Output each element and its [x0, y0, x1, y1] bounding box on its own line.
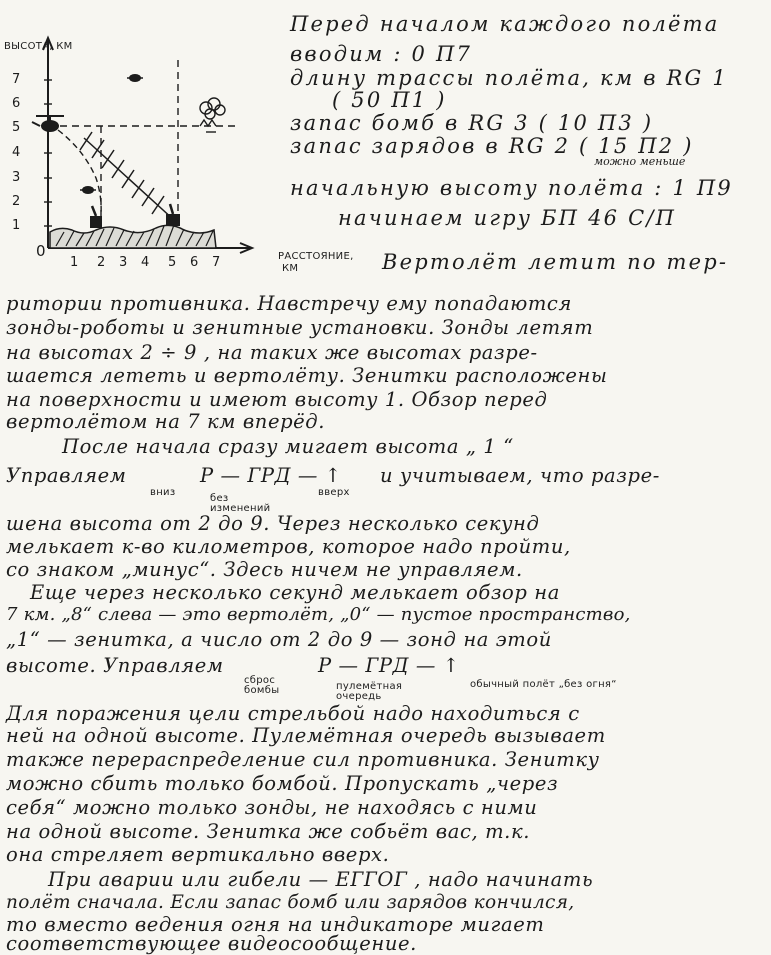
text-line: запас зарядов в RG 2 ( 15 П2 ) [290, 134, 694, 158]
text-line: высоте. Управляем [6, 654, 224, 677]
text-note: без изменений [210, 493, 271, 514]
text-line: начальную высоту полёта : 1 П9 [290, 176, 733, 200]
x-axis-label-unit: КМ [282, 263, 299, 274]
text-line: ней на одной высоте. Пулемётная очередь вызывает [6, 724, 606, 747]
origin-label: 0 [36, 242, 46, 260]
text-line: Управляем [6, 464, 127, 487]
text-line: также перераспределение сил противника. Зенитку [6, 748, 600, 771]
text-line: начинаем игру БП 46 С/П [338, 206, 677, 230]
x-tick: 7 [212, 255, 221, 270]
text-line: „1“ — зенитка, а число от 2 до 9 — зонд на этой [6, 628, 552, 651]
y-tick: 4 [12, 145, 21, 160]
text-line: то вместо ведения огня на индикаторе мигает [6, 913, 545, 936]
probe-icon [127, 74, 143, 82]
x-tick: 6 [190, 255, 199, 270]
text-line: запас бомб в RG 3 ( 10 П3 ) [290, 111, 654, 135]
text-note: пулемётная очередь [336, 681, 403, 702]
text-note: вниз [150, 487, 176, 498]
text-note: сброс бомбы [244, 675, 280, 696]
y-tick: 7 [12, 72, 21, 87]
text-note: обычный полёт „без огня“ [470, 679, 617, 690]
text-line: Перед началом каждого полёта [290, 12, 720, 36]
explosion-icon [200, 98, 225, 132]
text-line: Р — ГРД — ↑ [200, 464, 342, 487]
text-line: на одной высоте. Зенитка же собьёт вас, т.к. [6, 820, 531, 843]
probe-icon [80, 186, 96, 194]
text-line: После начала сразу мигает высота „ 1 “ [62, 435, 514, 458]
x-tick: 2 [97, 255, 106, 270]
text-line: она стреляет вертикально вверх. [6, 843, 390, 866]
text-line: зонды-роботы и зенитные установки. Зонды летят [6, 316, 594, 339]
text-line: Еще через несколько секунд мелькает обзор на [30, 581, 560, 604]
text-line: ( 50 П1 ) [332, 88, 447, 112]
text-line: соответствующее видеосообщение. [6, 932, 417, 955]
text-line: на высотах 2 ÷ 9 , на таких же высотах разре- [6, 341, 538, 364]
y-tick: 1 [12, 218, 21, 233]
x-tick: 3 [119, 255, 128, 270]
text-note: можно меньше [594, 155, 686, 168]
text-line: шается лететь и вертолёту. Зенитки расположены [6, 364, 608, 387]
text-line: со знаком „минус“. Здесь ничем не управляем. [6, 558, 523, 581]
text-line: вводим : 0 П7 [290, 42, 473, 66]
text-line: Вертолёт летит по тер- [382, 250, 729, 274]
text-line: 7 км. „8“ слева — это вертолёт, „0“ — пустое пространство, [6, 604, 631, 625]
y-tick: 3 [12, 170, 21, 185]
text-line: на поверхности и имеют высоту 1. Обзор перед [6, 388, 548, 411]
x-axis-label: РАССТОЯНИЕ, [278, 251, 354, 262]
text-line: можно сбить только бомбой. Пропускать „через [6, 772, 559, 795]
text-line: шена высота от 2 до 9. Через несколько секунд [6, 512, 540, 535]
text-line: полёт сначала. Если запас бомб или зарядов кончился, [6, 892, 575, 913]
machine-gun-burst [80, 132, 174, 220]
descent-path [58, 130, 101, 214]
divider [62, 457, 172, 458]
x-tick: 5 [168, 255, 177, 270]
text-line: себя“ можно только зонды, не находясь с ними [6, 796, 538, 819]
text-line: При аварии или гибели — ЕГГОГ , надо начинать [48, 868, 594, 891]
y-axis-label: ВЫСОТА, КМ [4, 41, 73, 52]
text-line: Для поражения цели стрельбой надо находиться с [6, 702, 580, 725]
text-line: длину трассы полёта, км в RG 1 [290, 66, 728, 90]
anti-aircraft-icon [90, 206, 102, 228]
text-note: вверх [318, 487, 350, 498]
text-line: и учитываем, что разре- [380, 464, 660, 487]
y-tick: 2 [12, 194, 21, 209]
text-line: Р — ГРД — ↑ [318, 654, 460, 677]
text-line: вертолётом на 7 км вперёд. [6, 410, 326, 433]
y-tick: 6 [12, 96, 21, 111]
x-tick: 1 [70, 255, 79, 270]
y-tick: 5 [12, 120, 21, 135]
x-tick: 4 [141, 255, 150, 270]
text-line: ритории противника. Навстречу ему попадаются [6, 292, 572, 315]
text-line: мелькает к-во километров, которое надо пройти, [6, 535, 571, 558]
